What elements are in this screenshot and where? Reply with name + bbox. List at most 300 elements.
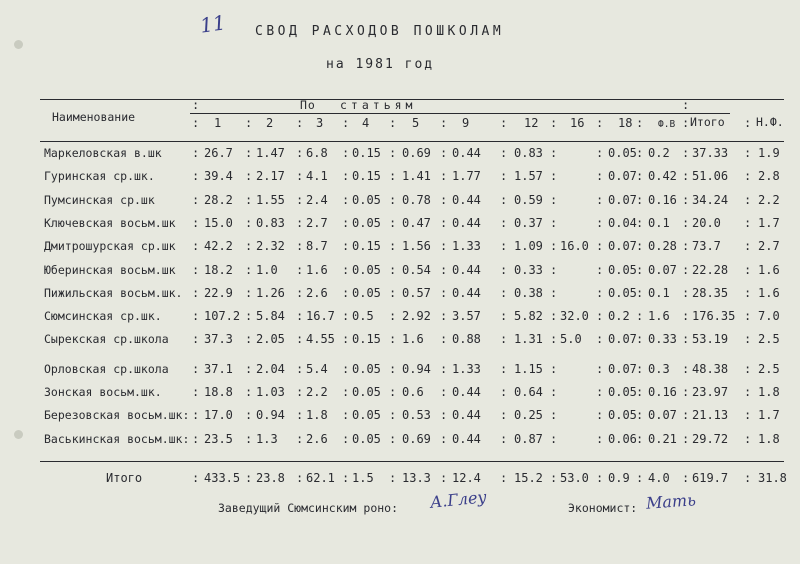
cell-value: 2.05 — [256, 332, 285, 347]
cell-separator: : — [744, 309, 752, 324]
header-separator: : — [682, 98, 690, 112]
cell-separator: : — [500, 285, 508, 300]
cell-value: 16.7 — [306, 309, 335, 324]
cell-separator: : — [744, 239, 752, 254]
cell-separator: : — [296, 215, 304, 230]
cell-separator: : — [192, 431, 200, 446]
cell-separator: : — [744, 215, 752, 230]
cell-separator: : — [744, 146, 752, 160]
cell-separator: : — [744, 385, 752, 399]
cell-value: 1.77 — [452, 169, 481, 184]
cell-separator: : — [550, 239, 558, 254]
row-nf: 1.6 — [758, 262, 780, 277]
cell-value: 0.44 — [452, 262, 481, 277]
document-subtitle: на 1981 год — [326, 57, 435, 72]
column-header-8: 16 — [570, 116, 585, 130]
cell-separator: : — [389, 262, 397, 277]
cell-value: 0.47 — [402, 215, 431, 230]
cell-separator: : — [682, 309, 690, 324]
cell-value: 1.47 — [256, 146, 285, 160]
cell-value: 0.2 — [648, 146, 670, 160]
cell-separator: : — [596, 408, 604, 423]
cell-separator: : — [342, 471, 350, 485]
cell-separator: : — [744, 169, 752, 184]
cell-separator: : — [744, 192, 752, 207]
cell-separator: : — [596, 385, 604, 399]
cell-separator: : — [245, 332, 253, 347]
total-cell-value: 12.4 — [452, 471, 481, 485]
row-name: Сюмсинская ср.шк. — [44, 309, 162, 324]
cell-value: 23.5 — [204, 431, 233, 446]
cell-separator: : — [500, 431, 508, 446]
cell-separator: : — [245, 169, 253, 184]
cell-separator: : — [440, 431, 448, 446]
cell-separator: : — [245, 408, 253, 423]
cell-separator: : — [389, 215, 397, 230]
header-separator: : — [245, 116, 253, 130]
economist-signature: Мать — [645, 490, 697, 513]
cell-separator: : — [596, 361, 604, 376]
header-po: По — [300, 98, 316, 112]
cell-separator: : — [342, 431, 350, 446]
cell-value: 0.07 — [648, 262, 677, 277]
cell-value: 0.07 — [608, 361, 637, 376]
cell-value: 0.53 — [402, 408, 431, 423]
cell-separator: : — [296, 332, 304, 347]
column-header-6: 9 — [462, 116, 470, 130]
total-cell-value: 1.5 — [352, 471, 374, 485]
cell-value: 0.16 — [648, 385, 677, 399]
cell-value: 1.6 — [402, 332, 424, 347]
cell-separator: : — [500, 146, 508, 160]
cell-separator: : — [682, 215, 690, 230]
cell-separator: : — [500, 239, 508, 254]
cell-value: 0.07 — [608, 239, 637, 254]
cell-separator: : — [440, 408, 448, 423]
cell-separator: : — [296, 309, 304, 324]
cell-value: 0.05 — [352, 361, 381, 376]
cell-separator: : — [440, 215, 448, 230]
cell-separator: : — [596, 309, 604, 324]
cell-separator: : — [192, 361, 200, 376]
cell-value: 22.9 — [204, 285, 233, 300]
cell-value: 2.4 — [306, 192, 328, 207]
cell-separator: : — [500, 192, 508, 207]
row-name: Орловская ср.школа — [44, 361, 169, 376]
cell-separator: : — [744, 408, 752, 423]
row-nf: 1.8 — [758, 385, 780, 399]
total-cell-value: 23.8 — [256, 471, 285, 485]
cell-value: 0.05 — [352, 262, 381, 277]
cell-separator: : — [682, 408, 690, 423]
cell-value: 0.64 — [514, 385, 543, 399]
cell-value: 0.05 — [352, 192, 381, 207]
cell-separator: : — [682, 262, 690, 277]
cell-value: 0.05 — [608, 408, 637, 423]
cell-separator: : — [636, 169, 644, 184]
cell-value: 6.8 — [306, 146, 328, 160]
cell-separator: : — [192, 192, 200, 207]
row-total: 176.35 — [692, 309, 736, 324]
cell-value: 0.69 — [402, 431, 431, 446]
row-total: 22.28 — [692, 262, 729, 277]
cell-value: 1.26 — [256, 285, 285, 300]
cell-value: 0.05 — [608, 146, 637, 160]
cell-separator: : — [440, 262, 448, 277]
cell-value: 0.21 — [648, 431, 677, 446]
cell-value: 1.15 — [514, 361, 543, 376]
header-separator: : — [440, 116, 448, 130]
cell-value: 1.33 — [452, 239, 481, 254]
row-total: 29.72 — [692, 431, 729, 446]
header-sub-rule — [190, 113, 730, 114]
column-header-7: 12 — [524, 116, 539, 130]
cell-separator: : — [636, 262, 644, 277]
cell-value: 0.05 — [608, 262, 637, 277]
cell-separator: : — [636, 408, 644, 423]
cell-value: 2.6 — [306, 431, 328, 446]
cell-value: 0.37 — [514, 215, 543, 230]
cell-separator: : — [682, 332, 690, 347]
row-total: 48.38 — [692, 361, 729, 376]
cell-value: 4.55 — [306, 332, 335, 347]
cell-separator: : — [500, 169, 508, 184]
cell-value: 4.1 — [306, 169, 328, 184]
cell-separator: : — [296, 431, 304, 446]
header-separator: : — [636, 116, 644, 130]
cell-value: 1.6 — [306, 262, 328, 277]
row-name: Васькинская восьм.шк: — [44, 431, 190, 446]
header-separator: : — [682, 116, 690, 130]
table-total-rule — [40, 461, 784, 462]
header-separator: : — [500, 116, 508, 130]
cell-separator: : — [440, 332, 448, 347]
cell-separator: : — [636, 215, 644, 230]
cell-separator: : — [596, 239, 604, 254]
cell-separator: : — [192, 215, 200, 230]
cell-value: 1.57 — [514, 169, 543, 184]
cell-separator: : — [636, 431, 644, 446]
column-header-3: 3 — [316, 116, 324, 130]
cell-separator: : — [744, 262, 752, 277]
row-total: 28.35 — [692, 285, 729, 300]
cell-value: 39.4 — [204, 169, 233, 184]
cell-value: 0.44 — [452, 192, 481, 207]
column-header-5: 5 — [412, 116, 420, 130]
cell-value: 18.8 — [204, 385, 233, 399]
cell-separator: : — [245, 309, 253, 324]
cell-separator: : — [636, 309, 644, 324]
cell-separator: : — [245, 239, 253, 254]
cell-value: 0.38 — [514, 285, 543, 300]
cell-separator: : — [636, 385, 644, 399]
cell-separator: : — [389, 146, 397, 160]
cell-value: 2.7 — [306, 215, 328, 230]
cell-value: 0.15 — [352, 332, 381, 347]
header-separator: : — [596, 116, 604, 130]
cell-separator: : — [245, 285, 253, 300]
cell-separator: : — [550, 471, 558, 485]
cell-value: 5.0 — [560, 332, 582, 347]
cell-separator: : — [342, 408, 350, 423]
total-nf: 31.8 — [758, 471, 787, 485]
cell-separator: : — [296, 239, 304, 254]
cell-value: 0.69 — [402, 146, 431, 160]
cell-separator: : — [440, 361, 448, 376]
cell-separator: : — [550, 146, 558, 160]
cell-separator: : — [596, 285, 604, 300]
header-nf: Н.Ф. — [756, 115, 784, 129]
cell-separator: : — [440, 192, 448, 207]
cell-value: 0.44 — [452, 431, 481, 446]
cell-separator: : — [342, 309, 350, 324]
cell-separator: : — [682, 239, 690, 254]
cell-value: 0.94 — [256, 408, 285, 423]
row-name: Маркеловская в.шк — [44, 146, 162, 160]
total-label: Итого — [106, 471, 143, 485]
cell-value: 15.0 — [204, 215, 233, 230]
row-nf: 1.7 — [758, 215, 780, 230]
cell-value: 17.0 — [204, 408, 233, 423]
document-title: СВОД РАСХОДОВ ПОШКОЛАМ — [255, 24, 505, 39]
cell-value: 0.28 — [648, 239, 677, 254]
cell-separator: : — [192, 332, 200, 347]
cell-value: 0.05 — [352, 431, 381, 446]
cell-separator: : — [636, 239, 644, 254]
cell-separator: : — [342, 262, 350, 277]
row-nf: 2.5 — [758, 332, 780, 347]
cell-separator: : — [296, 146, 304, 160]
cell-value: 0.54 — [402, 262, 431, 277]
cell-separator: : — [342, 332, 350, 347]
cell-separator: : — [550, 361, 558, 376]
column-header-1: 1 — [214, 116, 222, 130]
row-total: 23.97 — [692, 385, 729, 399]
cell-value: 0.16 — [648, 192, 677, 207]
cell-value: 0.44 — [452, 215, 481, 230]
cell-value: 0.2 — [608, 309, 630, 324]
cell-value: 0.44 — [452, 146, 481, 160]
cell-separator: : — [500, 332, 508, 347]
cell-value: 28.2 — [204, 192, 233, 207]
row-total: 20.0 — [692, 215, 721, 230]
cell-separator: : — [636, 332, 644, 347]
cell-value: 1.31 — [514, 332, 543, 347]
cell-value: 2.92 — [402, 309, 431, 324]
cell-separator: : — [245, 385, 253, 399]
row-total: 73.7 — [692, 239, 721, 254]
cell-separator: : — [596, 332, 604, 347]
cell-value: 1.56 — [402, 239, 431, 254]
cell-value: 2.6 — [306, 285, 328, 300]
cell-separator: : — [389, 361, 397, 376]
cell-separator: : — [245, 361, 253, 376]
header-separator: : — [192, 116, 200, 130]
cell-value: 0.3 — [648, 361, 670, 376]
header-separator: : — [342, 116, 350, 130]
cell-separator: : — [440, 169, 448, 184]
cell-value: 0.44 — [452, 285, 481, 300]
total-cell-value: 15.2 — [514, 471, 543, 485]
cell-value: 37.1 — [204, 361, 233, 376]
cell-separator: : — [636, 471, 644, 485]
cell-separator: : — [596, 471, 604, 485]
cell-separator: : — [550, 169, 558, 184]
cell-separator: : — [596, 262, 604, 277]
cell-separator: : — [500, 361, 508, 376]
cell-separator: : — [550, 192, 558, 207]
cell-separator: : — [682, 285, 690, 300]
cell-separator: : — [296, 262, 304, 277]
cell-separator: : — [296, 361, 304, 376]
cell-value: 107.2 — [204, 309, 241, 324]
cell-separator: : — [342, 146, 350, 160]
head-signature-label: Заведущий Сюмсинским роно: — [218, 501, 399, 515]
grand-total: 619.7 — [692, 471, 729, 485]
cell-value: 0.59 — [514, 192, 543, 207]
row-total: 34.24 — [692, 192, 729, 207]
cell-value: 37.3 — [204, 332, 233, 347]
cell-separator: : — [636, 146, 644, 160]
cell-separator: : — [296, 192, 304, 207]
cell-separator: : — [342, 215, 350, 230]
cell-separator: : — [342, 192, 350, 207]
row-name: Гуринская ср.шк. — [44, 169, 155, 184]
cell-value: 0.44 — [452, 408, 481, 423]
cell-separator: : — [296, 471, 304, 485]
cell-separator: : — [440, 239, 448, 254]
cell-separator: : — [596, 146, 604, 160]
row-name: Пумсинская ср.шк — [44, 192, 155, 207]
cell-value: 0.42 — [648, 169, 677, 184]
cell-separator: : — [596, 431, 604, 446]
head-signature: А.Глеу — [429, 487, 488, 512]
table-header-rule — [40, 141, 784, 142]
cell-separator: : — [440, 309, 448, 324]
row-name: Зонская восьм.шк. — [44, 385, 162, 399]
cell-separator: : — [596, 169, 604, 184]
cell-separator: : — [596, 192, 604, 207]
cell-separator: : — [636, 285, 644, 300]
cell-value: 0.15 — [352, 169, 381, 184]
cell-value: 8.7 — [306, 239, 328, 254]
row-nf: 1.7 — [758, 408, 780, 423]
cell-value: 0.83 — [256, 215, 285, 230]
cell-value: 0.1 — [648, 285, 670, 300]
cell-separator: : — [744, 471, 752, 485]
cell-separator: : — [192, 169, 200, 184]
total-cell-value: 0.9 — [608, 471, 630, 485]
cell-separator: : — [500, 471, 508, 485]
header-name: Наименование — [52, 110, 136, 124]
cell-separator: : — [192, 385, 200, 399]
row-name: Ключевская восьм.шк — [44, 215, 176, 230]
cell-separator: : — [550, 408, 558, 423]
row-name: Сырекская ср.школа — [44, 332, 169, 347]
cell-value: 0.05 — [352, 385, 381, 399]
cell-value: 1.09 — [514, 239, 543, 254]
cell-separator: : — [440, 385, 448, 399]
cell-value: 18.2 — [204, 262, 233, 277]
cell-separator: : — [550, 285, 558, 300]
cell-separator: : — [636, 361, 644, 376]
punch-hole — [14, 430, 23, 439]
cell-value: 42.2 — [204, 239, 233, 254]
cell-value: 0.05 — [352, 408, 381, 423]
cell-separator: : — [682, 169, 690, 184]
cell-value: 0.94 — [402, 361, 431, 376]
cell-value: 32.0 — [560, 309, 589, 324]
row-nf: 1.9 — [758, 146, 780, 160]
row-nf: 7.0 — [758, 309, 780, 324]
cell-separator: : — [389, 239, 397, 254]
cell-separator: : — [245, 262, 253, 277]
column-header-10: Ф.В — [658, 119, 676, 130]
cell-separator: : — [342, 285, 350, 300]
cell-separator: : — [389, 471, 397, 485]
row-total: 37.33 — [692, 146, 729, 160]
cell-separator: : — [192, 408, 200, 423]
row-nf: 1.6 — [758, 285, 780, 300]
cell-separator: : — [550, 385, 558, 399]
cell-value: 0.25 — [514, 408, 543, 423]
cell-value: 0.05 — [608, 285, 637, 300]
cell-value: 5.82 — [514, 309, 543, 324]
cell-value: 16.0 — [560, 239, 589, 254]
cell-value: 2.2 — [306, 385, 328, 399]
cell-value: 1.33 — [452, 361, 481, 376]
cell-separator: : — [596, 215, 604, 230]
header-separator: : — [296, 116, 304, 130]
cell-value: 0.07 — [608, 192, 637, 207]
page-number-handwritten: 11 — [198, 10, 227, 38]
cell-separator: : — [744, 431, 752, 446]
cell-separator: : — [440, 146, 448, 160]
cell-value: 0.83 — [514, 146, 543, 160]
cell-separator: : — [636, 192, 644, 207]
cell-separator: : — [389, 285, 397, 300]
cell-separator: : — [245, 471, 253, 485]
cell-separator: : — [389, 169, 397, 184]
cell-separator: : — [389, 332, 397, 347]
row-name: Дмитрошурская ср.шк — [44, 239, 176, 254]
cell-value: 0.33 — [648, 332, 677, 347]
cell-value: 5.4 — [306, 361, 328, 376]
cell-separator: : — [389, 408, 397, 423]
cell-value: 1.03 — [256, 385, 285, 399]
cell-value: 0.57 — [402, 285, 431, 300]
total-cell-value: 62.1 — [306, 471, 335, 485]
cell-value: 0.07 — [608, 332, 637, 347]
row-total: 21.13 — [692, 408, 729, 423]
cell-separator: : — [296, 408, 304, 423]
row-name: Юберинская восьм.шк — [44, 262, 176, 277]
cell-separator: : — [245, 192, 253, 207]
cell-separator: : — [744, 332, 752, 347]
total-cell-value: 433.5 — [204, 471, 241, 485]
cell-value: 1.6 — [648, 309, 670, 324]
cell-separator: : — [342, 361, 350, 376]
cell-separator: : — [245, 215, 253, 230]
cell-separator: : — [500, 215, 508, 230]
cell-separator: : — [550, 215, 558, 230]
cell-value: 0.05 — [352, 285, 381, 300]
header-separator: : — [744, 116, 752, 130]
cell-value: 0.06 — [608, 431, 637, 446]
cell-separator: : — [682, 192, 690, 207]
cell-separator: : — [682, 385, 690, 399]
cell-separator: : — [296, 285, 304, 300]
